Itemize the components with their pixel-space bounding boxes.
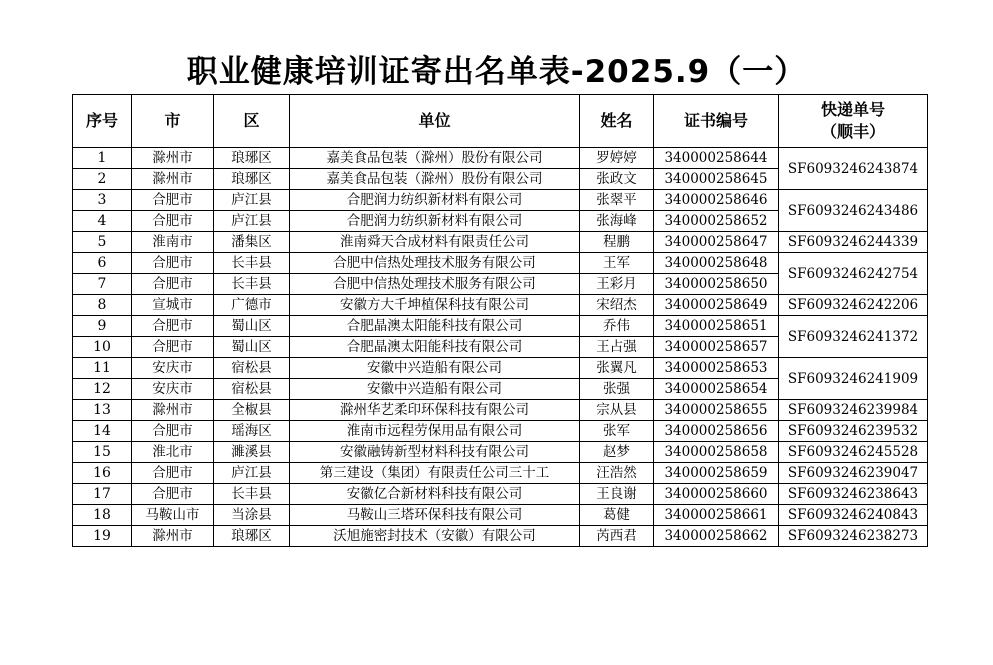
table-row <box>73 442 928 463</box>
header-tracking-line2: （顺丰） <box>820 122 885 141</box>
header-name: 姓名 <box>580 95 654 148</box>
cell-name: 张强 <box>580 379 654 400</box>
cell-name: 张政文 <box>580 169 654 190</box>
table-row <box>73 484 928 505</box>
cell-unit: 第三建设（集团）有限责任公司三十工 <box>290 463 580 484</box>
cell-city: 合肥市 <box>132 421 214 442</box>
table-row <box>73 421 928 442</box>
cell-city: 滁州市 <box>132 526 214 547</box>
table-row <box>73 505 928 526</box>
cell-district: 濉溪县 <box>214 442 290 463</box>
cell-cert-no: 340000258662 <box>654 526 779 547</box>
cell-city: 安庆市 <box>132 379 214 400</box>
cell-district: 琅琊区 <box>214 526 290 547</box>
cell-index: 19 <box>73 526 132 547</box>
cell-city: 马鞍山市 <box>132 505 214 526</box>
cell-city: 滁州市 <box>132 169 214 190</box>
cell-city: 淮南市 <box>132 232 214 253</box>
cell-index: 10 <box>73 337 132 358</box>
table-row <box>73 190 928 211</box>
cell-cert-no: 340000258660 <box>654 484 779 505</box>
cell-tracking: SF6093246240843 <box>779 505 928 526</box>
cell-cert-no: 340000258649 <box>654 295 779 316</box>
cell-tracking: SF6093246243486 <box>779 190 928 232</box>
cell-unit: 嘉美食品包装（滁州）股份有限公司 <box>290 148 580 169</box>
cell-tracking: SF6093246241909 <box>779 358 928 400</box>
table-row <box>73 463 928 484</box>
cell-city: 滁州市 <box>132 400 214 421</box>
cell-name: 芮西君 <box>580 526 654 547</box>
cell-index: 12 <box>73 379 132 400</box>
cell-name: 乔伟 <box>580 316 654 337</box>
cell-district: 蜀山区 <box>214 337 290 358</box>
table-row <box>73 253 928 274</box>
cell-cert-no: 340000258647 <box>654 232 779 253</box>
cell-cert-no: 340000258650 <box>654 274 779 295</box>
cell-name: 罗婷婷 <box>580 148 654 169</box>
cell-unit: 嘉美食品包装（滁州）股份有限公司 <box>290 169 580 190</box>
cell-cert-no: 340000258651 <box>654 316 779 337</box>
cell-index: 2 <box>73 169 132 190</box>
header-tracking-line1: 快递单号 <box>820 100 885 119</box>
header-index: 序号 <box>73 95 132 148</box>
header-cert-no: 证书编号 <box>654 95 779 148</box>
cell-district: 当涂县 <box>214 505 290 526</box>
cell-index: 13 <box>73 400 132 421</box>
cell-name: 葛健 <box>580 505 654 526</box>
cell-cert-no: 340000258648 <box>654 253 779 274</box>
cell-cert-no: 340000258646 <box>654 190 779 211</box>
cell-name: 赵梦 <box>580 442 654 463</box>
table-row <box>73 526 928 547</box>
cell-tracking: SF6093246239532 <box>779 421 928 442</box>
cell-index: 11 <box>73 358 132 379</box>
cell-city: 合肥市 <box>132 190 214 211</box>
table-row <box>73 358 928 379</box>
cell-unit: 合肥中信热处理技术服务有限公司 <box>290 274 580 295</box>
cell-tracking: SF6093246242206 <box>779 295 928 316</box>
cell-district: 广德市 <box>214 295 290 316</box>
header-row <box>73 95 928 148</box>
cell-unit: 合肥润力纺织新材料有限公司 <box>290 211 580 232</box>
cell-district: 潘集区 <box>214 232 290 253</box>
cell-tracking: SF6093246239984 <box>779 400 928 421</box>
cell-unit: 安徽中兴造船有限公司 <box>290 358 580 379</box>
cell-cert-no: 340000258653 <box>654 358 779 379</box>
cell-city: 合肥市 <box>132 211 214 232</box>
cell-name: 张翠平 <box>580 190 654 211</box>
cell-city: 安庆市 <box>132 358 214 379</box>
cell-tracking: SF6093246238643 <box>779 484 928 505</box>
cell-district: 庐江县 <box>214 211 290 232</box>
cell-cert-no: 340000258657 <box>654 337 779 358</box>
cell-name: 王彩月 <box>580 274 654 295</box>
header-city: 市 <box>132 95 214 148</box>
cell-index: 16 <box>73 463 132 484</box>
cell-tracking: SF6093246239047 <box>779 463 928 484</box>
header-district: 区 <box>214 95 290 148</box>
cell-district: 宿松县 <box>214 379 290 400</box>
cell-cert-no: 340000258652 <box>654 211 779 232</box>
cell-cert-no: 340000258644 <box>654 148 779 169</box>
table-row <box>73 400 928 421</box>
cell-cert-no: 340000258656 <box>654 421 779 442</box>
table-row <box>73 232 928 253</box>
cell-unit: 滁州华艺柔印环保科技有限公司 <box>290 400 580 421</box>
cell-index: 7 <box>73 274 132 295</box>
cell-unit: 安徽方大千坤植保科技有限公司 <box>290 295 580 316</box>
cell-district: 庐江县 <box>214 190 290 211</box>
cell-district: 琅琊区 <box>214 169 290 190</box>
cell-index: 4 <box>73 211 132 232</box>
cell-district: 全椒县 <box>214 400 290 421</box>
cell-city: 合肥市 <box>132 253 214 274</box>
cell-index: 1 <box>73 148 132 169</box>
cell-tracking: SF6093246243874 <box>779 148 928 190</box>
header-unit: 单位 <box>290 95 580 148</box>
cell-name: 程鹏 <box>580 232 654 253</box>
cell-name: 张翼凡 <box>580 358 654 379</box>
cell-index: 15 <box>73 442 132 463</box>
cell-district: 长丰县 <box>214 274 290 295</box>
cell-name: 张海峰 <box>580 211 654 232</box>
cell-unit: 合肥中信热处理技术服务有限公司 <box>290 253 580 274</box>
cell-index: 6 <box>73 253 132 274</box>
cell-unit: 淮南市远程劳保用品有限公司 <box>290 421 580 442</box>
cell-cert-no: 340000258661 <box>654 505 779 526</box>
cell-cert-no: 340000258645 <box>654 169 779 190</box>
cell-tracking: SF6093246244339 <box>779 232 928 253</box>
cell-unit: 合肥润力纺织新材料有限公司 <box>290 190 580 211</box>
cell-cert-no: 340000258658 <box>654 442 779 463</box>
cell-unit: 合肥晶澳太阳能科技有限公司 <box>290 337 580 358</box>
cell-tracking: SF6093246241372 <box>779 316 928 358</box>
cell-district: 琅琊区 <box>214 148 290 169</box>
cell-index: 5 <box>73 232 132 253</box>
cell-name: 王军 <box>580 253 654 274</box>
cell-cert-no: 340000258654 <box>654 379 779 400</box>
cell-name: 王占强 <box>580 337 654 358</box>
cell-name: 汪浩然 <box>580 463 654 484</box>
cell-city: 淮北市 <box>132 442 214 463</box>
header-tracking <box>779 95 928 148</box>
cell-city: 合肥市 <box>132 463 214 484</box>
table-row <box>73 295 928 316</box>
cell-index: 18 <box>73 505 132 526</box>
cell-index: 3 <box>73 190 132 211</box>
cell-cert-no: 340000258659 <box>654 463 779 484</box>
cell-name: 张军 <box>580 421 654 442</box>
cell-index: 8 <box>73 295 132 316</box>
table-row <box>73 148 928 169</box>
cell-city: 宣城市 <box>132 295 214 316</box>
cell-unit: 安徽中兴造船有限公司 <box>290 379 580 400</box>
cell-city: 合肥市 <box>132 484 214 505</box>
cell-district: 宿松县 <box>214 358 290 379</box>
cell-index: 17 <box>73 484 132 505</box>
cell-city: 合肥市 <box>132 337 214 358</box>
roster-table <box>72 94 928 547</box>
cell-unit: 安徽融铸新型材料科技有限公司 <box>290 442 580 463</box>
cell-district: 长丰县 <box>214 484 290 505</box>
cell-unit: 沃旭施密封技术（安徽）有限公司 <box>290 526 580 547</box>
page-title: 职业健康培训证寄出名单表-2025.9（一） <box>186 54 807 90</box>
cell-unit: 马鞍山三塔环保科技有限公司 <box>290 505 580 526</box>
table-row <box>73 316 928 337</box>
cell-unit: 安徽亿合新材料科技有限公司 <box>290 484 580 505</box>
cell-name: 宗从县 <box>580 400 654 421</box>
cell-tracking: SF6093246238273 <box>779 526 928 547</box>
cell-district: 瑶海区 <box>214 421 290 442</box>
cell-city: 滁州市 <box>132 148 214 169</box>
cell-district: 长丰县 <box>214 253 290 274</box>
cell-city: 合肥市 <box>132 274 214 295</box>
cell-index: 14 <box>73 421 132 442</box>
cell-district: 蜀山区 <box>214 316 290 337</box>
cell-cert-no: 340000258655 <box>654 400 779 421</box>
cell-tracking: SF6093246245528 <box>779 442 928 463</box>
cell-name: 王良谢 <box>580 484 654 505</box>
cell-city: 合肥市 <box>132 316 214 337</box>
cell-unit: 合肥晶澳太阳能科技有限公司 <box>290 316 580 337</box>
cell-index: 9 <box>73 316 132 337</box>
cell-unit: 淮南舜天合成材料有限责任公司 <box>290 232 580 253</box>
cell-tracking: SF6093246242754 <box>779 253 928 295</box>
cell-district: 庐江县 <box>214 463 290 484</box>
cell-name: 宋绍杰 <box>580 295 654 316</box>
